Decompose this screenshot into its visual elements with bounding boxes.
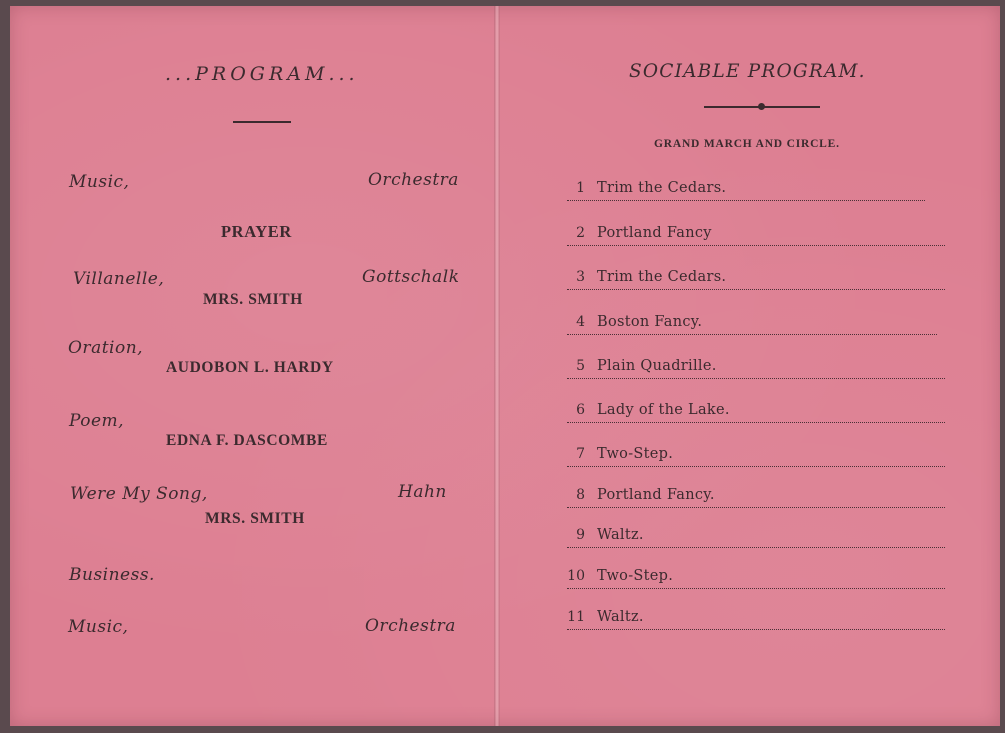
dance-row [567, 446, 945, 467]
program-item-title: Music, [68, 617, 129, 637]
program-item-composer: Gottschalk [362, 267, 460, 287]
dance-name: Waltz. [597, 527, 644, 543]
dance-row [567, 527, 945, 548]
dance-name: Waltz. [597, 609, 644, 625]
dance-number: 10 [567, 568, 585, 584]
header-rule [233, 121, 291, 123]
dance-row [567, 568, 945, 589]
dance-number: 1 [576, 180, 585, 196]
right-page-header: SOCIABLE PROGRAM. [629, 61, 866, 82]
left-page-header: ...PROGRAM... [165, 63, 359, 85]
program-item-composer: Hahn [398, 482, 447, 502]
program-item-title: Were My Song, [70, 484, 208, 504]
program-item-title: Oration, [68, 338, 144, 358]
dance-number: 3 [576, 269, 585, 285]
dance-number: 7 [576, 446, 585, 462]
dance-row [567, 225, 945, 246]
dance-row [567, 269, 945, 290]
dance-number: 6 [576, 402, 585, 418]
program-item-composer: Orchestra [365, 616, 456, 636]
right-page-subheader: GRAND MARCH AND CIRCLE. [654, 138, 840, 150]
program-item-title: Business. [69, 565, 155, 585]
dance-number: 4 [576, 314, 585, 330]
dance-row [567, 314, 937, 335]
prayer-heading: PRAYER [221, 222, 292, 241]
dance-name: Trim the Cedars. [597, 180, 727, 196]
dance-name: Plain Quadrille. [597, 358, 717, 374]
program-item-performer: MRS. SMITH [205, 510, 305, 527]
program-item-composer: Orchestra [368, 170, 459, 190]
program-item-performer: AUDOBON L. HARDY [166, 359, 334, 376]
dance-name: Portland Fancy [597, 225, 712, 241]
dance-number: 2 [576, 225, 585, 241]
program-item-performer: MRS. SMITH [203, 291, 303, 308]
program-item-performer: EDNA F. DASCOMBE [166, 432, 328, 449]
dance-row [567, 180, 925, 201]
dance-name: Trim the Cedars. [597, 269, 727, 285]
dance-number: 9 [576, 527, 585, 543]
program-item-title: Music, [69, 172, 130, 192]
program-item-title: Poem, [69, 411, 125, 431]
dance-row [567, 609, 945, 630]
dance-row [567, 402, 945, 423]
dance-row [567, 487, 945, 508]
dance-name: Two-Step. [597, 568, 674, 584]
dance-number: 11 [567, 609, 585, 625]
dance-name: Lady of the Lake. [597, 402, 730, 418]
dance-name: Two-Step. [597, 446, 674, 462]
center-fold [494, 6, 500, 726]
dance-name: Boston Fancy. [597, 314, 703, 330]
dance-number: 8 [576, 487, 585, 503]
program-item-title: Villanelle, [73, 269, 165, 289]
dance-row [567, 358, 945, 379]
dance-name: Portland Fancy. [597, 487, 715, 503]
dance-number: 5 [576, 358, 585, 374]
